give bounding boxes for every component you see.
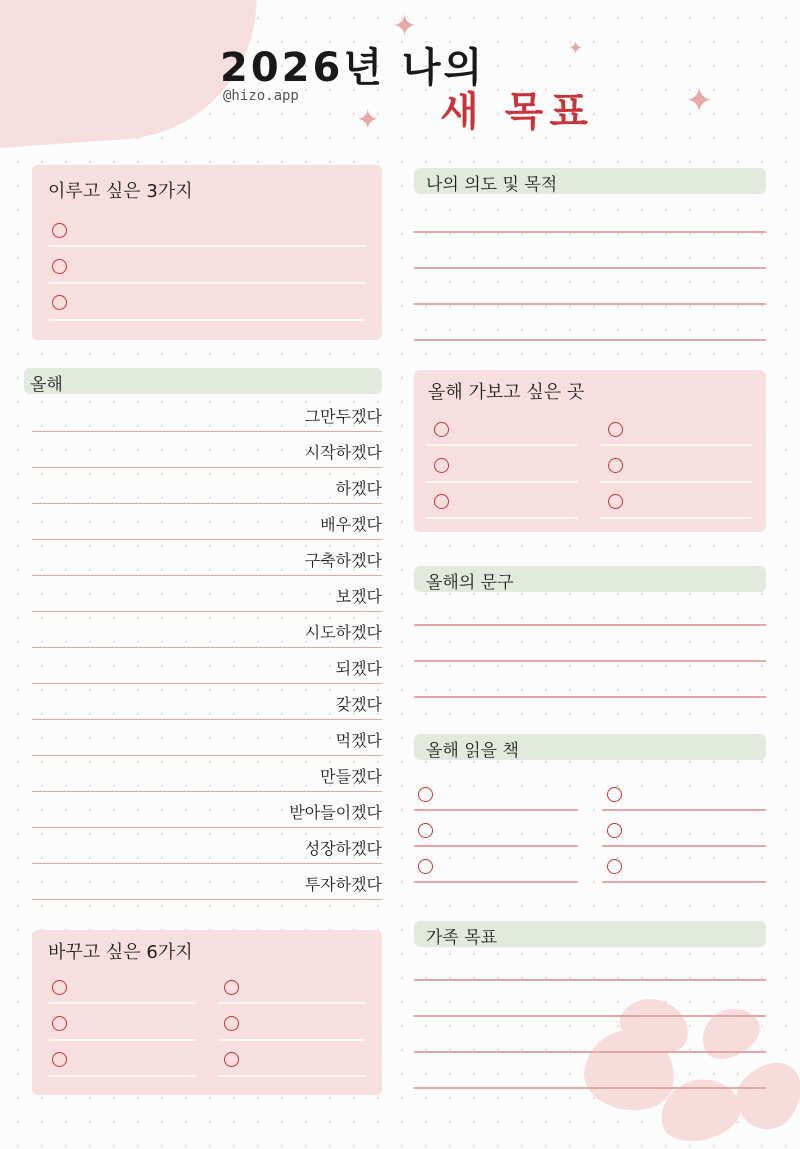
checkbox-circle[interactable] [434,458,449,473]
writing-line[interactable] [414,267,766,269]
places-panel [414,370,766,532]
writing-line[interactable] [414,696,766,698]
checkbox-circle[interactable] [608,494,623,509]
row-label: 되겠다 [335,659,382,678]
writing-line[interactable] [414,1051,766,1053]
checkbox-circle[interactable] [52,1016,67,1031]
checkbox-circle[interactable] [607,787,622,802]
section-title: 나의 의도 및 목적 [426,175,558,195]
this-year-row[interactable] [32,576,382,612]
writing-line[interactable] [218,1002,366,1004]
page-subtitle: 새 목표 [440,89,594,135]
row-label: 시도하겠다 [304,623,382,642]
this-year-row[interactable] [32,864,382,900]
decor-petal [693,998,768,1068]
section-title: 이루고 싶은 3가지 [48,181,193,202]
this-year-row[interactable] [32,612,382,648]
writing-line[interactable] [602,881,766,883]
this-year-row[interactable] [32,540,382,576]
writing-line[interactable] [414,231,766,233]
row-label: 보겠다 [335,587,382,606]
checkbox-circle[interactable] [224,1052,239,1067]
three-goals-panel [32,165,382,340]
row-label: 시작하겠다 [304,443,382,462]
checkbox-circle[interactable] [52,295,67,310]
checkbox-circle[interactable] [418,859,433,874]
this-year-row[interactable] [32,648,382,684]
this-year-row[interactable] [32,828,382,864]
section-title: 올해의 문구 [426,573,514,593]
row-label: 성장하겠다 [304,839,382,858]
this-year-row[interactable] [32,504,382,540]
section-title: 올해 가보고 싶은 곳 [428,382,585,403]
section-title: 올해 읽을 책 [426,741,519,761]
writing-line[interactable] [602,845,766,847]
author-handle: @hizo.app [223,88,299,104]
writing-line[interactable] [602,809,766,811]
writing-line[interactable] [600,444,752,446]
writing-line[interactable] [218,1075,366,1077]
this-year-row[interactable] [32,396,382,432]
writing-line[interactable] [414,1015,766,1017]
checkbox-circle[interactable] [52,259,67,274]
checkbox-circle[interactable] [608,422,623,437]
checkbox-circle[interactable] [224,980,239,995]
writing-line[interactable] [414,881,578,883]
row-label: 받아들이겠다 [289,803,382,822]
checkbox-circle[interactable] [608,458,623,473]
section-title: 올해 [30,375,63,395]
writing-line[interactable] [48,1075,196,1077]
writing-line[interactable] [48,282,366,284]
this-year-row[interactable] [32,720,382,756]
checkbox-circle[interactable] [607,859,622,874]
this-year-row[interactable] [32,756,382,792]
checkbox-circle[interactable] [52,1052,67,1067]
row-label: 그만두겠다 [304,407,382,426]
sparkle-icon: ✦ [392,9,418,44]
writing-line[interactable] [414,845,578,847]
page-title: 2026년 나의 [220,45,486,91]
this-year-row[interactable] [32,792,382,828]
row-label: 갖겠다 [335,695,382,714]
this-year-header [24,368,382,394]
family-header [414,921,766,947]
writing-line[interactable] [414,339,766,341]
this-year-row[interactable] [32,684,382,720]
writing-line[interactable] [414,1087,766,1089]
writing-line[interactable] [600,481,752,483]
writing-line[interactable] [414,624,766,626]
row-label: 구축하겠다 [304,551,382,570]
row-label: 하겠다 [335,479,382,498]
six-changes-panel [32,930,382,1095]
writing-line[interactable] [218,1039,366,1041]
this-year-row[interactable] [32,468,382,504]
section-title: 가족 목표 [426,928,498,948]
row-label: 투자하겠다 [304,875,382,894]
checkbox-circle[interactable] [224,1016,239,1031]
sparkle-icon: ✦ [568,38,584,59]
books-header [414,734,766,760]
row-label: 배우겠다 [320,515,382,534]
checkbox-circle[interactable] [52,223,67,238]
checkbox-circle[interactable] [418,787,433,802]
writing-line[interactable] [414,660,766,662]
phrase-header [414,566,766,592]
writing-line[interactable] [414,303,766,305]
sparkle-icon: ✦ [685,81,714,121]
this-year-row[interactable] [32,432,382,468]
checkbox-circle[interactable] [52,980,67,995]
checkbox-circle[interactable] [607,823,622,838]
writing-line[interactable] [48,245,366,247]
intent-header [414,168,766,194]
writing-line[interactable] [414,809,578,811]
row-label: 만들겠다 [320,767,382,786]
checkbox-circle[interactable] [434,494,449,509]
writing-line[interactable] [48,319,366,321]
writing-line[interactable] [426,517,578,519]
checkbox-circle[interactable] [418,823,433,838]
writing-line[interactable] [426,444,578,446]
writing-line[interactable] [48,1002,196,1004]
writing-line[interactable] [426,481,578,483]
sparkle-icon: ✦ [356,103,380,136]
writing-line[interactable] [600,517,752,519]
writing-line[interactable] [48,1039,196,1041]
checkbox-circle[interactable] [434,422,449,437]
row-label: 먹겠다 [335,731,382,750]
writing-line[interactable] [414,979,766,981]
section-title: 바꾸고 싶은 6가지 [48,942,193,963]
